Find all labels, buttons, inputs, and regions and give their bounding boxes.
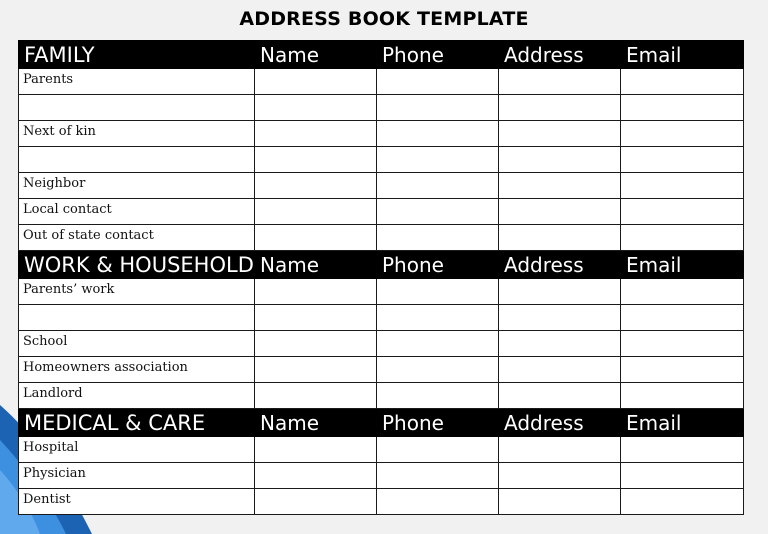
email-cell[interactable] bbox=[621, 463, 744, 489]
table-row bbox=[19, 199, 744, 225]
name-cell[interactable] bbox=[255, 279, 377, 305]
row-label bbox=[19, 95, 255, 121]
name-cell[interactable] bbox=[255, 489, 377, 515]
section-heading: WORK & HOUSEHOLD bbox=[19, 251, 255, 279]
table-row bbox=[19, 69, 744, 95]
row-label: School bbox=[19, 331, 255, 357]
phone-cell[interactable] bbox=[377, 147, 499, 173]
table-row bbox=[19, 121, 744, 147]
section-heading: MEDICAL & CARE bbox=[19, 409, 255, 437]
email-cell[interactable] bbox=[621, 147, 744, 173]
address-cell[interactable] bbox=[499, 331, 621, 357]
phone-cell[interactable] bbox=[377, 199, 499, 225]
section-heading: FAMILY bbox=[19, 41, 255, 69]
row-label: Local contact bbox=[19, 199, 255, 225]
email-cell[interactable] bbox=[621, 383, 744, 409]
column-header-email: Email bbox=[621, 409, 744, 437]
row-label: Out of state contact bbox=[19, 225, 255, 251]
email-cell[interactable] bbox=[621, 489, 744, 515]
address-cell[interactable] bbox=[499, 437, 621, 463]
table-row bbox=[19, 225, 744, 251]
phone-cell[interactable] bbox=[377, 279, 499, 305]
name-cell[interactable] bbox=[255, 437, 377, 463]
column-header-address: Address bbox=[499, 41, 621, 69]
column-header-name: Name bbox=[255, 41, 377, 69]
table-row bbox=[19, 383, 744, 409]
name-cell[interactable] bbox=[255, 121, 377, 147]
column-header-phone: Phone bbox=[377, 409, 499, 437]
email-cell[interactable] bbox=[621, 331, 744, 357]
section-header bbox=[19, 41, 744, 69]
name-cell[interactable] bbox=[255, 357, 377, 383]
email-cell[interactable] bbox=[621, 437, 744, 463]
address-cell[interactable] bbox=[499, 463, 621, 489]
name-cell[interactable] bbox=[255, 305, 377, 331]
address-cell[interactable] bbox=[499, 279, 621, 305]
row-label: Parents bbox=[19, 69, 255, 95]
table-row bbox=[19, 279, 744, 305]
phone-cell[interactable] bbox=[377, 437, 499, 463]
row-label: Physician bbox=[19, 463, 255, 489]
phone-cell[interactable] bbox=[377, 173, 499, 199]
page-title: ADDRESS BOOK TEMPLATE bbox=[239, 8, 529, 30]
phone-cell[interactable] bbox=[377, 357, 499, 383]
row-label bbox=[19, 305, 255, 331]
table-row bbox=[19, 173, 744, 199]
table-row bbox=[19, 357, 744, 383]
row-label bbox=[19, 147, 255, 173]
name-cell[interactable] bbox=[255, 383, 377, 409]
address-book-table bbox=[18, 40, 744, 515]
table-row bbox=[19, 437, 744, 463]
name-cell[interactable] bbox=[255, 173, 377, 199]
table-row bbox=[19, 305, 744, 331]
table-row bbox=[19, 489, 744, 515]
column-header-name: Name bbox=[255, 409, 377, 437]
table-row bbox=[19, 147, 744, 173]
column-header-address: Address bbox=[499, 251, 621, 279]
name-cell[interactable] bbox=[255, 225, 377, 251]
row-label: Next of kin bbox=[19, 121, 255, 147]
email-cell[interactable] bbox=[621, 225, 744, 251]
email-cell[interactable] bbox=[621, 173, 744, 199]
address-cell[interactable] bbox=[499, 305, 621, 331]
column-header-phone: Phone bbox=[377, 41, 499, 69]
column-header-phone: Phone bbox=[377, 251, 499, 279]
address-cell[interactable] bbox=[499, 173, 621, 199]
email-cell[interactable] bbox=[621, 121, 744, 147]
phone-cell[interactable] bbox=[377, 69, 499, 95]
address-cell[interactable] bbox=[499, 95, 621, 121]
row-label: Neighbor bbox=[19, 173, 255, 199]
email-cell[interactable] bbox=[621, 199, 744, 225]
phone-cell[interactable] bbox=[377, 305, 499, 331]
phone-cell[interactable] bbox=[377, 95, 499, 121]
row-label: Hospital bbox=[19, 437, 255, 463]
column-header-email: Email bbox=[621, 41, 744, 69]
address-cell[interactable] bbox=[499, 489, 621, 515]
name-cell[interactable] bbox=[255, 95, 377, 121]
email-cell[interactable] bbox=[621, 305, 744, 331]
name-cell[interactable] bbox=[255, 199, 377, 225]
name-cell[interactable] bbox=[255, 331, 377, 357]
column-header-name: Name bbox=[255, 251, 377, 279]
address-cell[interactable] bbox=[499, 69, 621, 95]
section-header bbox=[19, 409, 744, 437]
name-cell[interactable] bbox=[255, 147, 377, 173]
email-cell[interactable] bbox=[621, 279, 744, 305]
phone-cell[interactable] bbox=[377, 383, 499, 409]
email-cell[interactable] bbox=[621, 95, 744, 121]
column-header-address: Address bbox=[499, 409, 621, 437]
email-cell[interactable] bbox=[621, 357, 744, 383]
email-cell[interactable] bbox=[621, 69, 744, 95]
table-row bbox=[19, 463, 744, 489]
address-cell[interactable] bbox=[499, 383, 621, 409]
address-cell[interactable] bbox=[499, 225, 621, 251]
column-header-email: Email bbox=[621, 251, 744, 279]
phone-cell[interactable] bbox=[377, 489, 499, 515]
address-book-body bbox=[19, 41, 744, 515]
address-cell[interactable] bbox=[499, 121, 621, 147]
section-header bbox=[19, 251, 744, 279]
name-cell[interactable] bbox=[255, 463, 377, 489]
address-cell[interactable] bbox=[499, 199, 621, 225]
row-label: Landlord bbox=[19, 383, 255, 409]
row-label: Parents’ work bbox=[19, 279, 255, 305]
address-cell[interactable] bbox=[499, 147, 621, 173]
table-row bbox=[19, 95, 744, 121]
row-label: Dentist bbox=[19, 489, 255, 515]
row-label: Homeowners association bbox=[19, 357, 255, 383]
address-cell[interactable] bbox=[499, 357, 621, 383]
name-cell[interactable] bbox=[255, 69, 377, 95]
phone-cell[interactable] bbox=[377, 331, 499, 357]
phone-cell[interactable] bbox=[377, 121, 499, 147]
table-row bbox=[19, 331, 744, 357]
phone-cell[interactable] bbox=[377, 463, 499, 489]
phone-cell[interactable] bbox=[377, 225, 499, 251]
